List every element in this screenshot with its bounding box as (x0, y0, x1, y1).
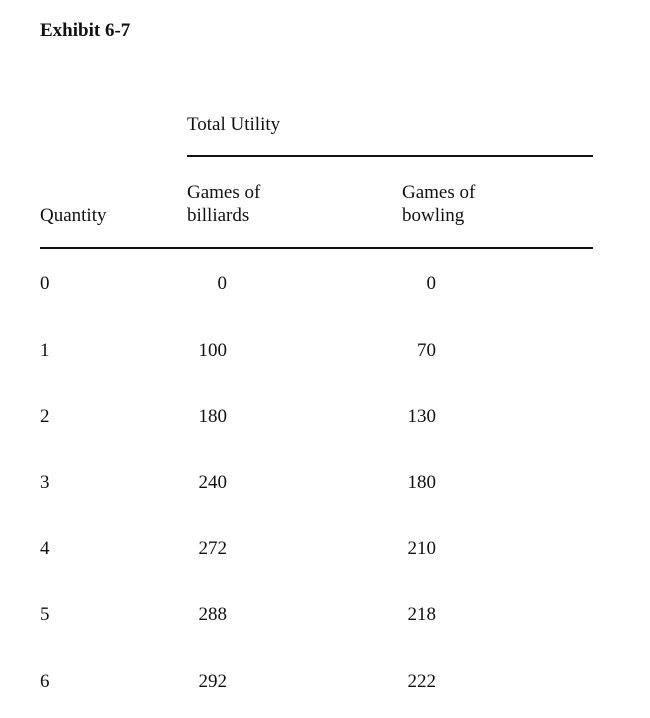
table-row-2-quantity: 2 (40, 406, 50, 427)
table-row-4-quantity: 4 (40, 538, 50, 559)
billiards-header-line1: Games of (187, 182, 261, 203)
table-row-2-bowling: 130 (407, 406, 436, 427)
table-row-5-billiards: 288 (198, 604, 227, 625)
table-row-3-quantity: 3 (40, 472, 50, 493)
bowling-header-line1: Games of (402, 182, 476, 203)
column-header-rule (40, 247, 593, 249)
table-row-0-billiards: 0 (217, 273, 227, 294)
table-row-3-billiards: 240 (198, 472, 227, 493)
table-row-5-quantity: 5 (40, 604, 50, 625)
table-row-0-quantity: 0 (40, 273, 50, 294)
billiards-column-header (187, 181, 260, 227)
table-row-3-bowling: 180 (407, 472, 436, 493)
table-row-6-bowling: 222 (407, 671, 436, 692)
table-row-5-bowling: 218 (407, 604, 436, 625)
exhibit-title: Exhibit 6-7 (40, 20, 131, 41)
table-row-1-quantity: 1 (40, 340, 50, 361)
table-row-6-billiards: 292 (198, 671, 227, 692)
group-header-rule (187, 155, 593, 157)
table-row-2-billiards: 180 (198, 406, 227, 427)
table-row-4-billiards: 272 (198, 538, 227, 559)
bowling-column-header (402, 181, 475, 227)
table-row-1-bowling: 70 (417, 340, 436, 361)
table-row-4-bowling: 210 (407, 538, 436, 559)
table-row-0-bowling: 0 (426, 273, 436, 294)
table-row-1-billiards: 100 (198, 340, 227, 361)
table-row-6-quantity: 6 (40, 671, 50, 692)
total-utility-header: Total Utility (187, 114, 281, 135)
quantity-column-header: Quantity (40, 205, 107, 226)
bowling-header-line2: bowling (402, 205, 465, 226)
billiards-header-line2: billiards (187, 205, 250, 226)
